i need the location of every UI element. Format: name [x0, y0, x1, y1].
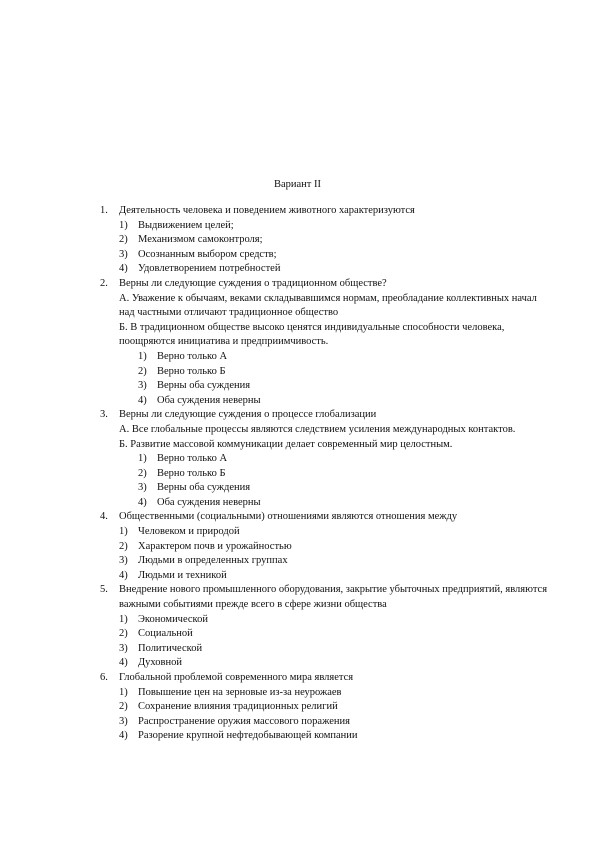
option-number: 2)	[119, 628, 128, 640]
question-text: Общественными (социальными) отношениями являются отношения между	[119, 511, 458, 523]
option-number: 3)	[138, 482, 147, 494]
option-number: 1)	[119, 613, 128, 625]
option-text: Повышение цен на зерновые из-за неурожаев	[138, 686, 342, 698]
option	[0, 262, 595, 277]
option-number: 3)	[138, 380, 147, 392]
question-text: Верны ли следующие суждения о процессе глобализации	[119, 409, 377, 421]
option-number: 4)	[138, 496, 147, 508]
option	[0, 219, 595, 234]
statement-a: А. Все глобальные процессы являются следствием усиления международных контактов.	[119, 423, 516, 435]
question-text: Деятельность человека и поведением животного характеризуются	[119, 205, 415, 216]
option-number: 1)	[119, 686, 128, 698]
option-number: 1)	[138, 350, 147, 362]
option-text: Верно только Б	[157, 365, 226, 377]
option	[0, 350, 595, 365]
option	[0, 642, 595, 657]
option-text: Разорение крупной нефтедобывающей компании	[138, 730, 358, 742]
option	[0, 627, 595, 642]
question-3	[0, 408, 549, 423]
option-text: Осознанным выбором средств;	[138, 248, 277, 260]
option-number: 2)	[119, 234, 128, 246]
option-number: 2)	[138, 365, 147, 377]
question-number: 6.	[100, 672, 108, 683]
option-number: 4)	[119, 263, 128, 275]
option	[0, 525, 595, 540]
question-text: Внедрение нового промышленного оборудования, закрытие убыточных предприятий, являются важными событиями прежде всего в сфере жизни общества	[119, 584, 548, 611]
option-number: 1)	[119, 219, 128, 231]
option-number: 3)	[119, 555, 128, 567]
option-text: Выдвижением целей;	[138, 219, 234, 231]
option-text: Духовной	[138, 657, 182, 669]
option	[0, 613, 595, 628]
option-number: 1)	[119, 526, 128, 538]
option	[0, 569, 595, 584]
question-number: 5.	[100, 584, 108, 596]
option-number: 3)	[119, 642, 128, 654]
option-text: Экономической	[138, 613, 208, 625]
option-text: Людьми в определенных группах	[138, 555, 288, 567]
option-number: 3)	[119, 248, 128, 260]
option-text: Механизмом самоконтроля;	[138, 234, 263, 246]
option-text: Верно только Б	[157, 467, 226, 479]
question-list	[0, 204, 595, 744]
statement-b: Б. Развитие массовой коммуникации делает современный мир целостным.	[119, 438, 453, 450]
option-text: Людьми и техникой	[138, 569, 227, 581]
option-text: Политической	[138, 642, 203, 654]
option	[0, 481, 595, 496]
option	[0, 715, 595, 730]
option	[0, 467, 595, 482]
option-number: 4)	[119, 569, 128, 581]
option-number: 4)	[138, 394, 147, 406]
question-number: 2.	[100, 277, 108, 289]
option-text: Верны оба суждения	[157, 482, 251, 494]
option	[0, 700, 595, 715]
option	[0, 496, 595, 511]
option-text: Верно только А	[157, 350, 228, 362]
question-text: Глобальной проблемой современного мира является	[119, 672, 354, 683]
option-text: Характером почв и урожайностью	[138, 540, 292, 552]
option	[0, 394, 595, 409]
option-number: 2)	[119, 540, 128, 552]
option-number: 2)	[119, 701, 128, 713]
option-text: Распространение оружия массового поражения	[138, 715, 350, 727]
option	[0, 233, 595, 248]
option	[0, 554, 595, 569]
question-text: Верны ли следующие суждения о традиционном обществе?	[119, 277, 387, 289]
option	[0, 365, 595, 380]
question-number: 3.	[100, 409, 108, 421]
option	[0, 379, 595, 394]
option-number: 4)	[119, 657, 128, 669]
option-text: Верно только А	[157, 453, 228, 465]
question-4	[0, 510, 549, 525]
option-number: 3)	[119, 715, 128, 727]
option-text: Удовлетворением потребностей	[138, 263, 281, 275]
question-2	[0, 277, 549, 292]
variant-title: Вариант II	[273, 179, 322, 190]
option-number: 1)	[138, 453, 147, 465]
option-number: 2)	[138, 467, 147, 479]
option	[0, 656, 595, 671]
option-number: 4)	[119, 730, 128, 742]
option	[0, 729, 595, 744]
question-number: 4.	[100, 511, 108, 523]
option-text: Оба суждения неверны	[157, 394, 261, 406]
option	[0, 452, 595, 467]
statement-a: А. Уважение к обычаям, веками складывавшимся нормам, преобладание коллективных начал над частными отличают традиционное общество	[119, 292, 537, 319]
statement-b: Б. В традиционном обществе высоко ценятся индивидуальные способности человека, поощряются инициатива и предприимчивость.	[119, 321, 505, 348]
option	[0, 540, 595, 555]
option	[0, 686, 595, 701]
question-5	[0, 583, 549, 612]
option-text: Сохранение влияния традиционных религий	[138, 701, 338, 713]
question-number: 1.	[100, 205, 108, 216]
option	[0, 248, 595, 263]
option-text: Социальной	[138, 628, 193, 640]
question-6	[0, 671, 549, 686]
option-text: Человеком и природой	[138, 526, 240, 538]
option-text: Верны оба суждения	[157, 380, 251, 392]
question-1	[0, 204, 549, 219]
option-text: Оба суждения неверны	[157, 496, 261, 508]
